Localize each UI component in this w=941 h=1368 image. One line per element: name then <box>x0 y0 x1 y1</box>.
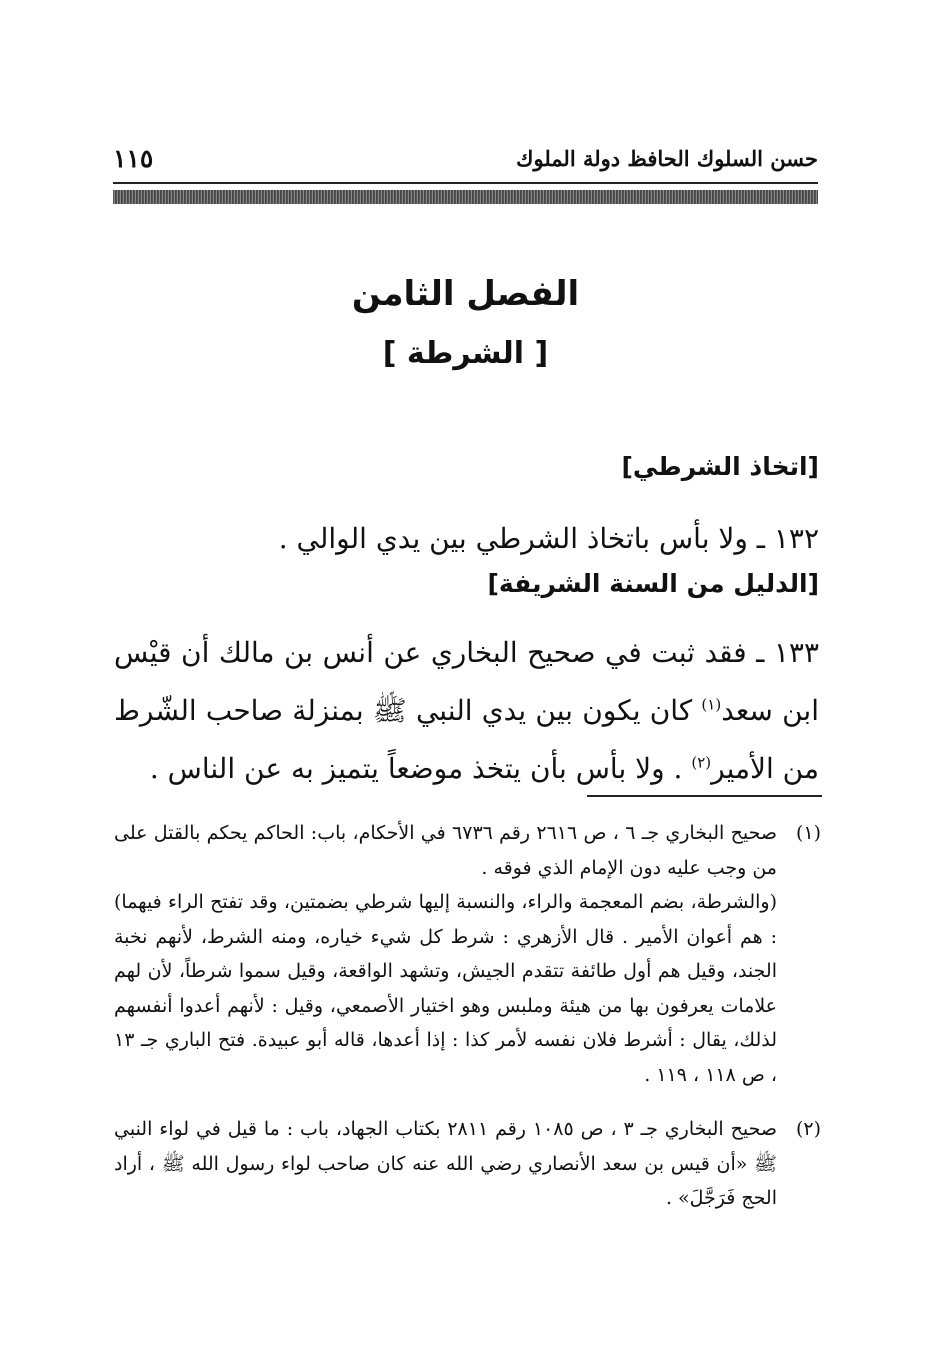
paragraph-132: ١٣٢ ـ ولا بأس باتخاذ الشرطي بين يدي الوالي . <box>278 522 819 555</box>
paragraph-133-part-b: كان يكون بين يدي النبي ﷺ بمنزلة صاحب الشّرط من الأمير <box>114 694 819 785</box>
section-heading-evidence: [الدليل من السنة الشريفة] <box>487 569 819 598</box>
chapter-subtitle: [ الشرطة ] <box>382 336 549 371</box>
footnote-text: صحيح البخاري جـ ٣ ، ص ١٠٨٥ رقم ٢٨١١ بكتاب الجهاد، باب : ما قيل في لواء النبي ﷺ «أن قيس بن سعد الأنصاري رضي الله عنه كان صاحب لواء رسول الله ﷺ ، أراد الحج فَرَجَّلَ» . <box>114 1118 777 1209</box>
page-header <box>113 140 818 180</box>
footnote-text: صحيح البخاري جـ ٦ ، ص ٢٦١٦ رقم ٦٧٣٦ في الأحكام، باب: الحاكم يحكم بالقتل على من وجب عليه دون الإمام الذي فوقه . <box>114 822 777 879</box>
footnote-number: (١) <box>795 822 821 844</box>
paragraph-133 <box>114 624 819 798</box>
header-rule <box>113 182 818 184</box>
paragraph-133-part-a: ١٣٣ ـ فقد ثبت في صحيح البخاري عن أنس بن مالك أن قيْس ابن سعد <box>114 636 820 727</box>
running-title: حسن السلوك الحافظ دولة الملوك <box>516 146 818 171</box>
footnote-2 <box>114 1112 819 1216</box>
footnote-text-continued: (والشرطة، بضم المعجمة والراء، والنسبة إليها شرطي بضمتين، وقد تفتح الراء فيهما) : هم أعوان الأمير . قال الأزهري : شرط كل شيء خياره، ومنه الشرط، لأنهم نخبة الجند، وقيل هم أول طائفة تتقدم الجيش، وتشهد الواقعة، وقيل سموا شرطاً، لأن لهم علامات يعرفون بها من هيئة وملبس وهو اختيار الأصمعي، وقيل : لأنهم أعدوا أنفسهم لذلك، يقال : أشرط فلان نفسه لأمر كذا : إذا أعدها، قاله أبو عبيدة. فتح الباري جـ ١٣ ، ص ١١٨ ، ١١٩ . <box>114 891 777 1086</box>
header-decorative-band <box>113 190 818 204</box>
footnote-number: (٢) <box>795 1118 821 1140</box>
page-number: ١١٥ <box>113 144 154 173</box>
footnote-1 <box>114 816 819 1092</box>
section-heading-taking-police: [اتخاذ الشرطي] <box>621 452 819 481</box>
footnote-separator <box>587 795 822 797</box>
footnote-ref-1[interactable]: (١) <box>701 695 722 714</box>
chapter-title: الفصل الثامن <box>351 274 580 314</box>
footnote-ref-2[interactable]: (٢) <box>691 753 712 772</box>
paragraph-133-part-c: . ولا بأس بأن يتخذ موضعاً يتميز به عن الناس . <box>149 752 692 785</box>
